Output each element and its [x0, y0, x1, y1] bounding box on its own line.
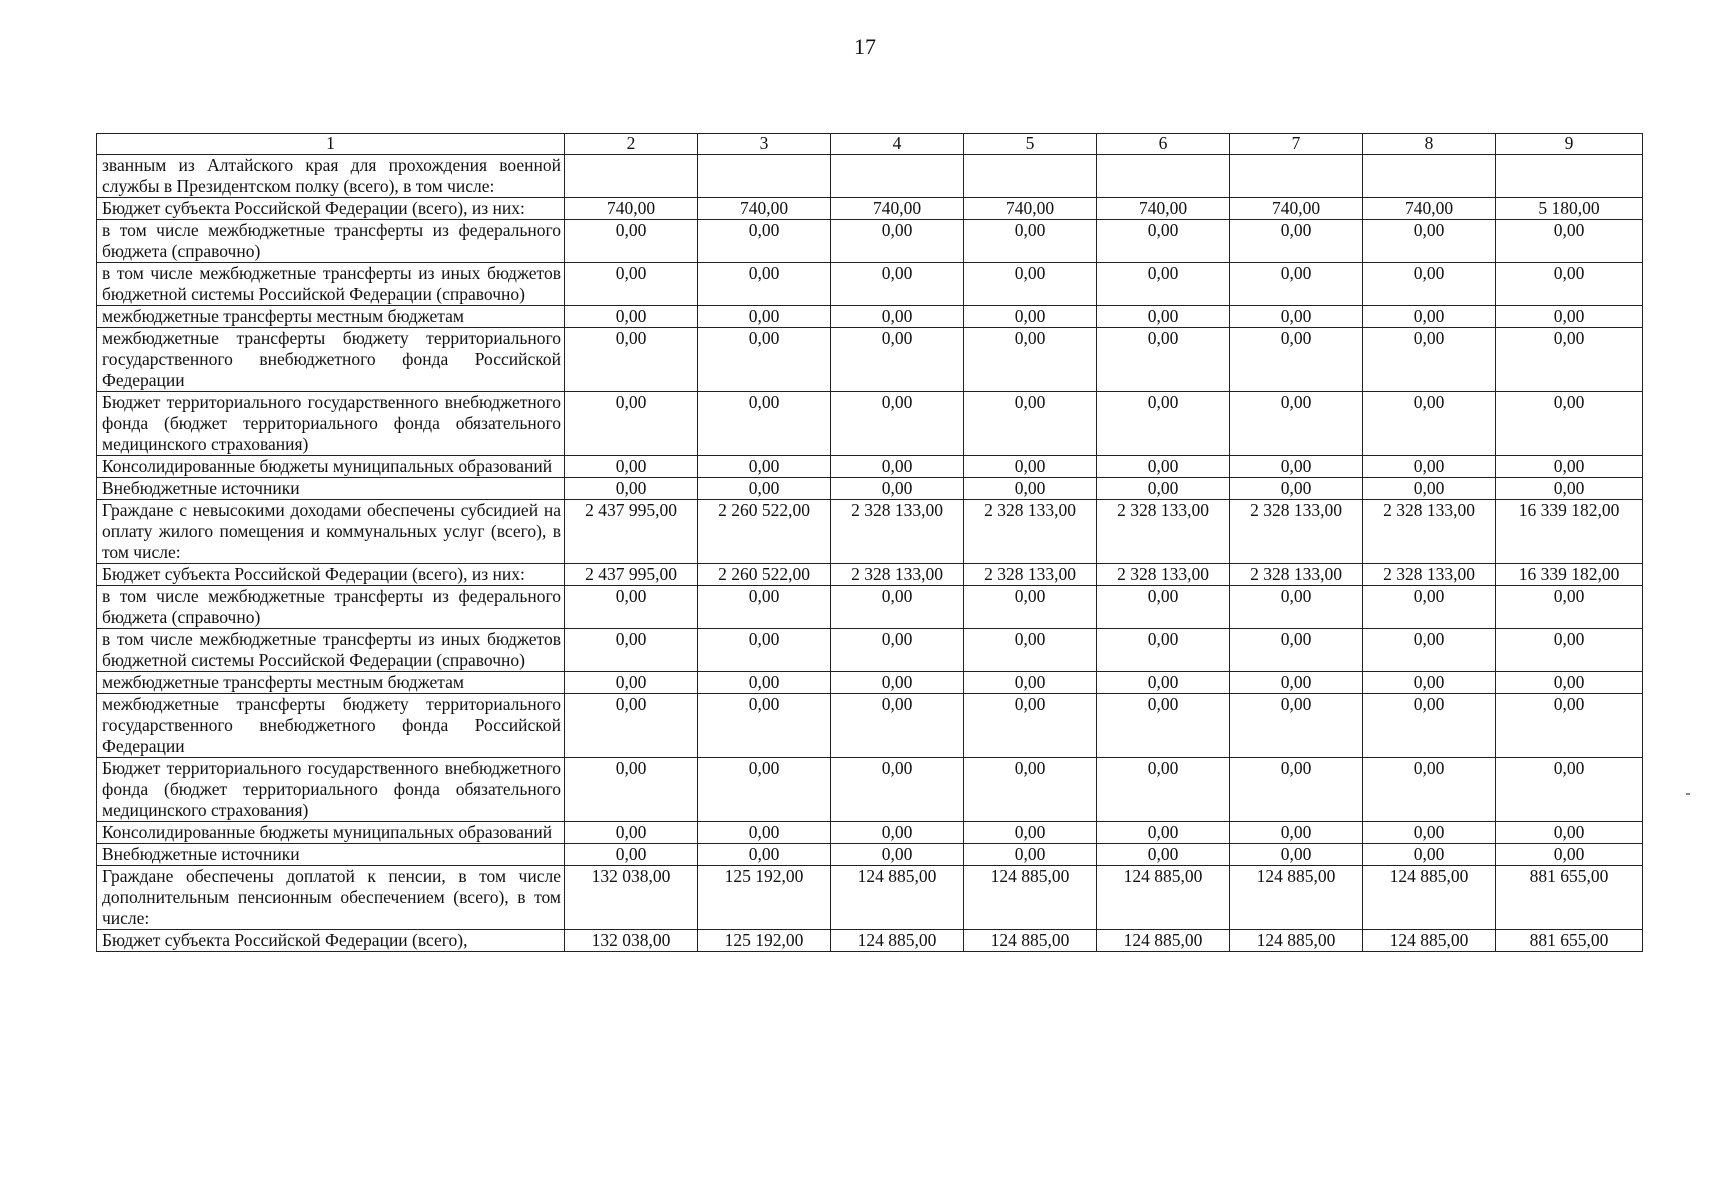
row-year-value: 0,00: [831, 822, 964, 844]
row-total-value: 0,00: [1496, 672, 1643, 694]
page-number: 17: [854, 34, 876, 59]
row-total-value: 0,00: [1496, 586, 1643, 629]
row-year-value: 124 885,00: [1363, 930, 1496, 952]
row-year-value: 0,00: [831, 694, 964, 758]
row-label: в том числе межбюджетные трансферты из федерального бюджета (справочно): [97, 586, 565, 629]
row-year-value: [964, 155, 1097, 198]
row-year-value: 0,00: [964, 844, 1097, 866]
row-year-value: 0,00: [698, 478, 831, 500]
row-year-value: 0,00: [831, 456, 964, 478]
row-year-value: 0,00: [1230, 306, 1363, 328]
row-year-value: 2 328 133,00: [964, 564, 1097, 586]
row-label: Бюджет территориального государственного внебюджетного фонда (бюджет территориального фонда обязательного медицинского страхования): [97, 392, 565, 456]
row-year-value: 0,00: [565, 758, 698, 822]
row-label: Бюджет субъекта Российской Федерации (всего), из них:: [97, 564, 565, 586]
row-year-value: 0,00: [565, 844, 698, 866]
column-number-header: 2: [565, 134, 698, 155]
row-total-value: 0,00: [1496, 629, 1643, 672]
row-year-value: 0,00: [831, 478, 964, 500]
row-year-value: 0,00: [698, 844, 831, 866]
row-year-value: 0,00: [698, 586, 831, 629]
row-label: в том числе межбюджетные трансферты из федерального бюджета (справочно): [97, 220, 565, 263]
table-row: [97, 758, 1643, 822]
row-year-value: 0,00: [1230, 220, 1363, 263]
row-year-value: 2 328 133,00: [831, 500, 964, 564]
row-year-value: 0,00: [964, 672, 1097, 694]
row-year-value: 0,00: [831, 672, 964, 694]
row-year-value: 0,00: [1363, 586, 1496, 629]
row-label: Консолидированные бюджеты муниципальных образований: [97, 456, 565, 478]
table-row: [97, 564, 1643, 586]
row-year-value: 0,00: [1230, 392, 1363, 456]
row-year-value: 0,00: [1363, 694, 1496, 758]
row-total-value: 0,00: [1496, 328, 1643, 392]
row-year-value: 0,00: [831, 306, 964, 328]
row-label: Бюджет территориального государственного внебюджетного фонда (бюджет территориального фонда обязательного медицинского страхования): [97, 758, 565, 822]
row-year-value: 0,00: [1363, 328, 1496, 392]
row-year-value: 0,00: [831, 263, 964, 306]
row-year-value: 0,00: [964, 822, 1097, 844]
row-label: Граждане обеспечены доплатой к пенсии, в том числе дополнительным пенсионным обеспечением (всего), в том числе:: [97, 866, 565, 930]
row-total-value: 0,00: [1496, 306, 1643, 328]
row-year-value: 0,00: [1363, 392, 1496, 456]
row-year-value: 124 885,00: [1097, 866, 1230, 930]
table-row: [97, 198, 1643, 220]
row-year-value: 0,00: [964, 263, 1097, 306]
row-year-value: [698, 155, 831, 198]
table-row: [97, 392, 1643, 456]
row-year-value: 0,00: [1097, 263, 1230, 306]
row-total-value: 16 339 182,00: [1496, 564, 1643, 586]
budget-table: [96, 133, 1643, 952]
row-total-value: 0,00: [1496, 478, 1643, 500]
row-year-value: 2 328 133,00: [1230, 564, 1363, 586]
row-year-value: 0,00: [698, 694, 831, 758]
row-year-value: 0,00: [1097, 456, 1230, 478]
row-year-value: 0,00: [1230, 586, 1363, 629]
row-year-value: 0,00: [1230, 328, 1363, 392]
row-year-value: 0,00: [1230, 822, 1363, 844]
scan-speck: [1686, 793, 1690, 795]
row-year-value: 0,00: [1097, 392, 1230, 456]
row-year-value: 0,00: [1363, 263, 1496, 306]
row-year-value: 0,00: [964, 220, 1097, 263]
row-year-value: 0,00: [831, 392, 964, 456]
row-year-value: 0,00: [1363, 822, 1496, 844]
table-row: [97, 694, 1643, 758]
row-year-value: 0,00: [1230, 263, 1363, 306]
row-year-value: 740,00: [698, 198, 831, 220]
row-year-value: 0,00: [1230, 758, 1363, 822]
row-year-value: 740,00: [831, 198, 964, 220]
row-total-value: 0,00: [1496, 822, 1643, 844]
row-year-value: 0,00: [1097, 672, 1230, 694]
row-year-value: 0,00: [1097, 306, 1230, 328]
row-year-value: 740,00: [964, 198, 1097, 220]
row-total-value: 881 655,00: [1496, 866, 1643, 930]
row-label: Внебюджетные источники: [97, 478, 565, 500]
row-year-value: 0,00: [1230, 844, 1363, 866]
column-number-header: 4: [831, 134, 964, 155]
row-year-value: 0,00: [565, 629, 698, 672]
table-row: [97, 500, 1643, 564]
row-year-value: 2 328 133,00: [1363, 564, 1496, 586]
row-year-value: 2 260 522,00: [698, 564, 831, 586]
row-year-value: 0,00: [831, 586, 964, 629]
row-year-value: 0,00: [1363, 758, 1496, 822]
row-year-value: 0,00: [1363, 220, 1496, 263]
row-year-value: 0,00: [565, 456, 698, 478]
row-total-value: 0,00: [1496, 844, 1643, 866]
table-row: [97, 456, 1643, 478]
row-year-value: 0,00: [698, 220, 831, 263]
row-total-value: 0,00: [1496, 694, 1643, 758]
table-row: [97, 844, 1643, 866]
column-number-header: 9: [1496, 134, 1643, 155]
row-label: межбюджетные трансферты местным бюджетам: [97, 672, 565, 694]
row-year-value: 0,00: [1097, 758, 1230, 822]
row-year-value: 0,00: [1097, 822, 1230, 844]
row-year-value: 0,00: [565, 694, 698, 758]
row-year-value: 0,00: [698, 328, 831, 392]
row-year-value: 0,00: [964, 306, 1097, 328]
row-year-value: 2 437 995,00: [565, 564, 698, 586]
row-label: Бюджет субъекта Российской Федерации (всего), из них:: [97, 198, 565, 220]
table-row: [97, 629, 1643, 672]
row-year-value: 2 328 133,00: [1097, 500, 1230, 564]
row-year-value: 0,00: [698, 456, 831, 478]
row-year-value: 0,00: [964, 694, 1097, 758]
row-label: Внебюджетные источники: [97, 844, 565, 866]
table-body: [97, 155, 1643, 952]
row-total-value: 0,00: [1496, 456, 1643, 478]
row-year-value: 124 885,00: [1097, 930, 1230, 952]
column-number-header: 3: [698, 134, 831, 155]
row-label: межбюджетные трансферты местным бюджетам: [97, 306, 565, 328]
row-year-value: [1097, 155, 1230, 198]
row-total-value: 881 655,00: [1496, 930, 1643, 952]
row-year-value: 0,00: [831, 629, 964, 672]
table-row: [97, 586, 1643, 629]
row-year-value: 740,00: [565, 198, 698, 220]
row-year-value: 124 885,00: [964, 866, 1097, 930]
row-year-value: 0,00: [698, 822, 831, 844]
row-year-value: 0,00: [698, 392, 831, 456]
row-year-value: 0,00: [964, 392, 1097, 456]
row-year-value: 0,00: [1363, 844, 1496, 866]
row-year-value: 2 437 995,00: [565, 500, 698, 564]
row-year-value: 0,00: [964, 456, 1097, 478]
row-year-value: 124 885,00: [831, 930, 964, 952]
table-row: [97, 306, 1643, 328]
column-number-header: 1: [97, 134, 565, 155]
table-row: [97, 155, 1643, 198]
column-number-header: 8: [1363, 134, 1496, 155]
row-year-value: 0,00: [1230, 456, 1363, 478]
row-year-value: 740,00: [1363, 198, 1496, 220]
row-year-value: 0,00: [698, 672, 831, 694]
row-year-value: 2 328 133,00: [1363, 500, 1496, 564]
row-year-value: [565, 155, 698, 198]
row-year-value: 124 885,00: [1230, 930, 1363, 952]
row-year-value: 0,00: [565, 478, 698, 500]
row-total-value: 5 180,00: [1496, 198, 1643, 220]
table-row: [97, 930, 1643, 952]
table-row: [97, 263, 1643, 306]
table-row: [97, 478, 1643, 500]
row-year-value: 0,00: [831, 220, 964, 263]
row-year-value: 0,00: [1230, 478, 1363, 500]
row-year-value: 2 328 133,00: [1097, 564, 1230, 586]
row-total-value: 0,00: [1496, 263, 1643, 306]
row-year-value: 0,00: [698, 629, 831, 672]
row-year-value: 0,00: [1097, 328, 1230, 392]
row-label: Граждане с невысокими доходами обеспечены субсидией на оплату жилого помещения и коммунальных услуг (всего), в том числе:: [97, 500, 565, 564]
row-year-value: 0,00: [565, 822, 698, 844]
row-year-value: 0,00: [1097, 694, 1230, 758]
row-year-value: 0,00: [565, 672, 698, 694]
row-year-value: 124 885,00: [1230, 866, 1363, 930]
row-year-value: 125 192,00: [698, 866, 831, 930]
table-row: [97, 328, 1643, 392]
row-year-value: 0,00: [1230, 672, 1363, 694]
row-year-value: [1230, 155, 1363, 198]
row-year-value: 0,00: [565, 392, 698, 456]
row-year-value: 2 260 522,00: [698, 500, 831, 564]
row-year-value: 0,00: [1363, 672, 1496, 694]
row-year-value: 0,00: [964, 629, 1097, 672]
row-year-value: 0,00: [1230, 629, 1363, 672]
row-year-value: 0,00: [565, 220, 698, 263]
column-number-header: 6: [1097, 134, 1230, 155]
row-year-value: 2 328 133,00: [1230, 500, 1363, 564]
row-year-value: 0,00: [565, 586, 698, 629]
row-year-value: 0,00: [1097, 586, 1230, 629]
row-label: в том числе межбюджетные трансферты из иных бюджетов бюджетной системы Российской Федерации (справочно): [97, 263, 565, 306]
row-label: званным из Алтайского края для прохождения военной службы в Президентском полку (всего), в том числе:: [97, 155, 565, 198]
table-row: [97, 866, 1643, 930]
table-row: [97, 672, 1643, 694]
row-year-value: 740,00: [1097, 198, 1230, 220]
row-year-value: 0,00: [698, 306, 831, 328]
row-year-value: 0,00: [1097, 220, 1230, 263]
row-label: Консолидированные бюджеты муниципальных образований: [97, 822, 565, 844]
row-year-value: 2 328 133,00: [964, 500, 1097, 564]
table-header-row: [97, 134, 1643, 155]
row-year-value: 132 038,00: [565, 930, 698, 952]
row-year-value: 0,00: [1230, 694, 1363, 758]
row-year-value: 0,00: [565, 328, 698, 392]
row-year-value: [1363, 155, 1496, 198]
row-year-value: 0,00: [964, 586, 1097, 629]
row-total-value: [1496, 155, 1643, 198]
row-year-value: 124 885,00: [964, 930, 1097, 952]
row-year-value: [831, 155, 964, 198]
row-year-value: 0,00: [831, 328, 964, 392]
row-total-value: 0,00: [1496, 392, 1643, 456]
row-year-value: 0,00: [964, 328, 1097, 392]
row-year-value: 740,00: [1230, 198, 1363, 220]
row-year-value: 0,00: [964, 758, 1097, 822]
row-year-value: 0,00: [565, 263, 698, 306]
table-row: [97, 220, 1643, 263]
row-total-value: 0,00: [1496, 220, 1643, 263]
row-total-value: 16 339 182,00: [1496, 500, 1643, 564]
column-number-header: 7: [1230, 134, 1363, 155]
row-year-value: 0,00: [698, 758, 831, 822]
row-label: межбюджетные трансферты бюджету территориального государственного внебюджетного фонда Российской Федерации: [97, 694, 565, 758]
row-year-value: 0,00: [964, 478, 1097, 500]
row-label: в том числе межбюджетные трансферты из иных бюджетов бюджетной системы Российской Федерации (справочно): [97, 629, 565, 672]
row-year-value: 0,00: [1097, 478, 1230, 500]
row-label: Бюджет субъекта Российской Федерации (всего),: [97, 930, 565, 952]
row-year-value: 124 885,00: [831, 866, 964, 930]
row-year-value: 0,00: [1363, 456, 1496, 478]
row-year-value: 124 885,00: [1363, 866, 1496, 930]
column-number-header: 5: [964, 134, 1097, 155]
row-year-value: 0,00: [1363, 306, 1496, 328]
row-year-value: 125 192,00: [698, 930, 831, 952]
row-year-value: 0,00: [1363, 478, 1496, 500]
row-year-value: 132 038,00: [565, 866, 698, 930]
row-label: межбюджетные трансферты бюджету территориального государственного внебюджетного фонда Российской Федерации: [97, 328, 565, 392]
row-year-value: 0,00: [831, 844, 964, 866]
row-year-value: 0,00: [698, 263, 831, 306]
row-year-value: 0,00: [1097, 844, 1230, 866]
row-year-value: 0,00: [1363, 629, 1496, 672]
row-total-value: 0,00: [1496, 758, 1643, 822]
row-year-value: 0,00: [565, 306, 698, 328]
row-year-value: 0,00: [831, 758, 964, 822]
row-year-value: 0,00: [1097, 629, 1230, 672]
row-year-value: 2 328 133,00: [831, 564, 964, 586]
table-row: [97, 822, 1643, 844]
